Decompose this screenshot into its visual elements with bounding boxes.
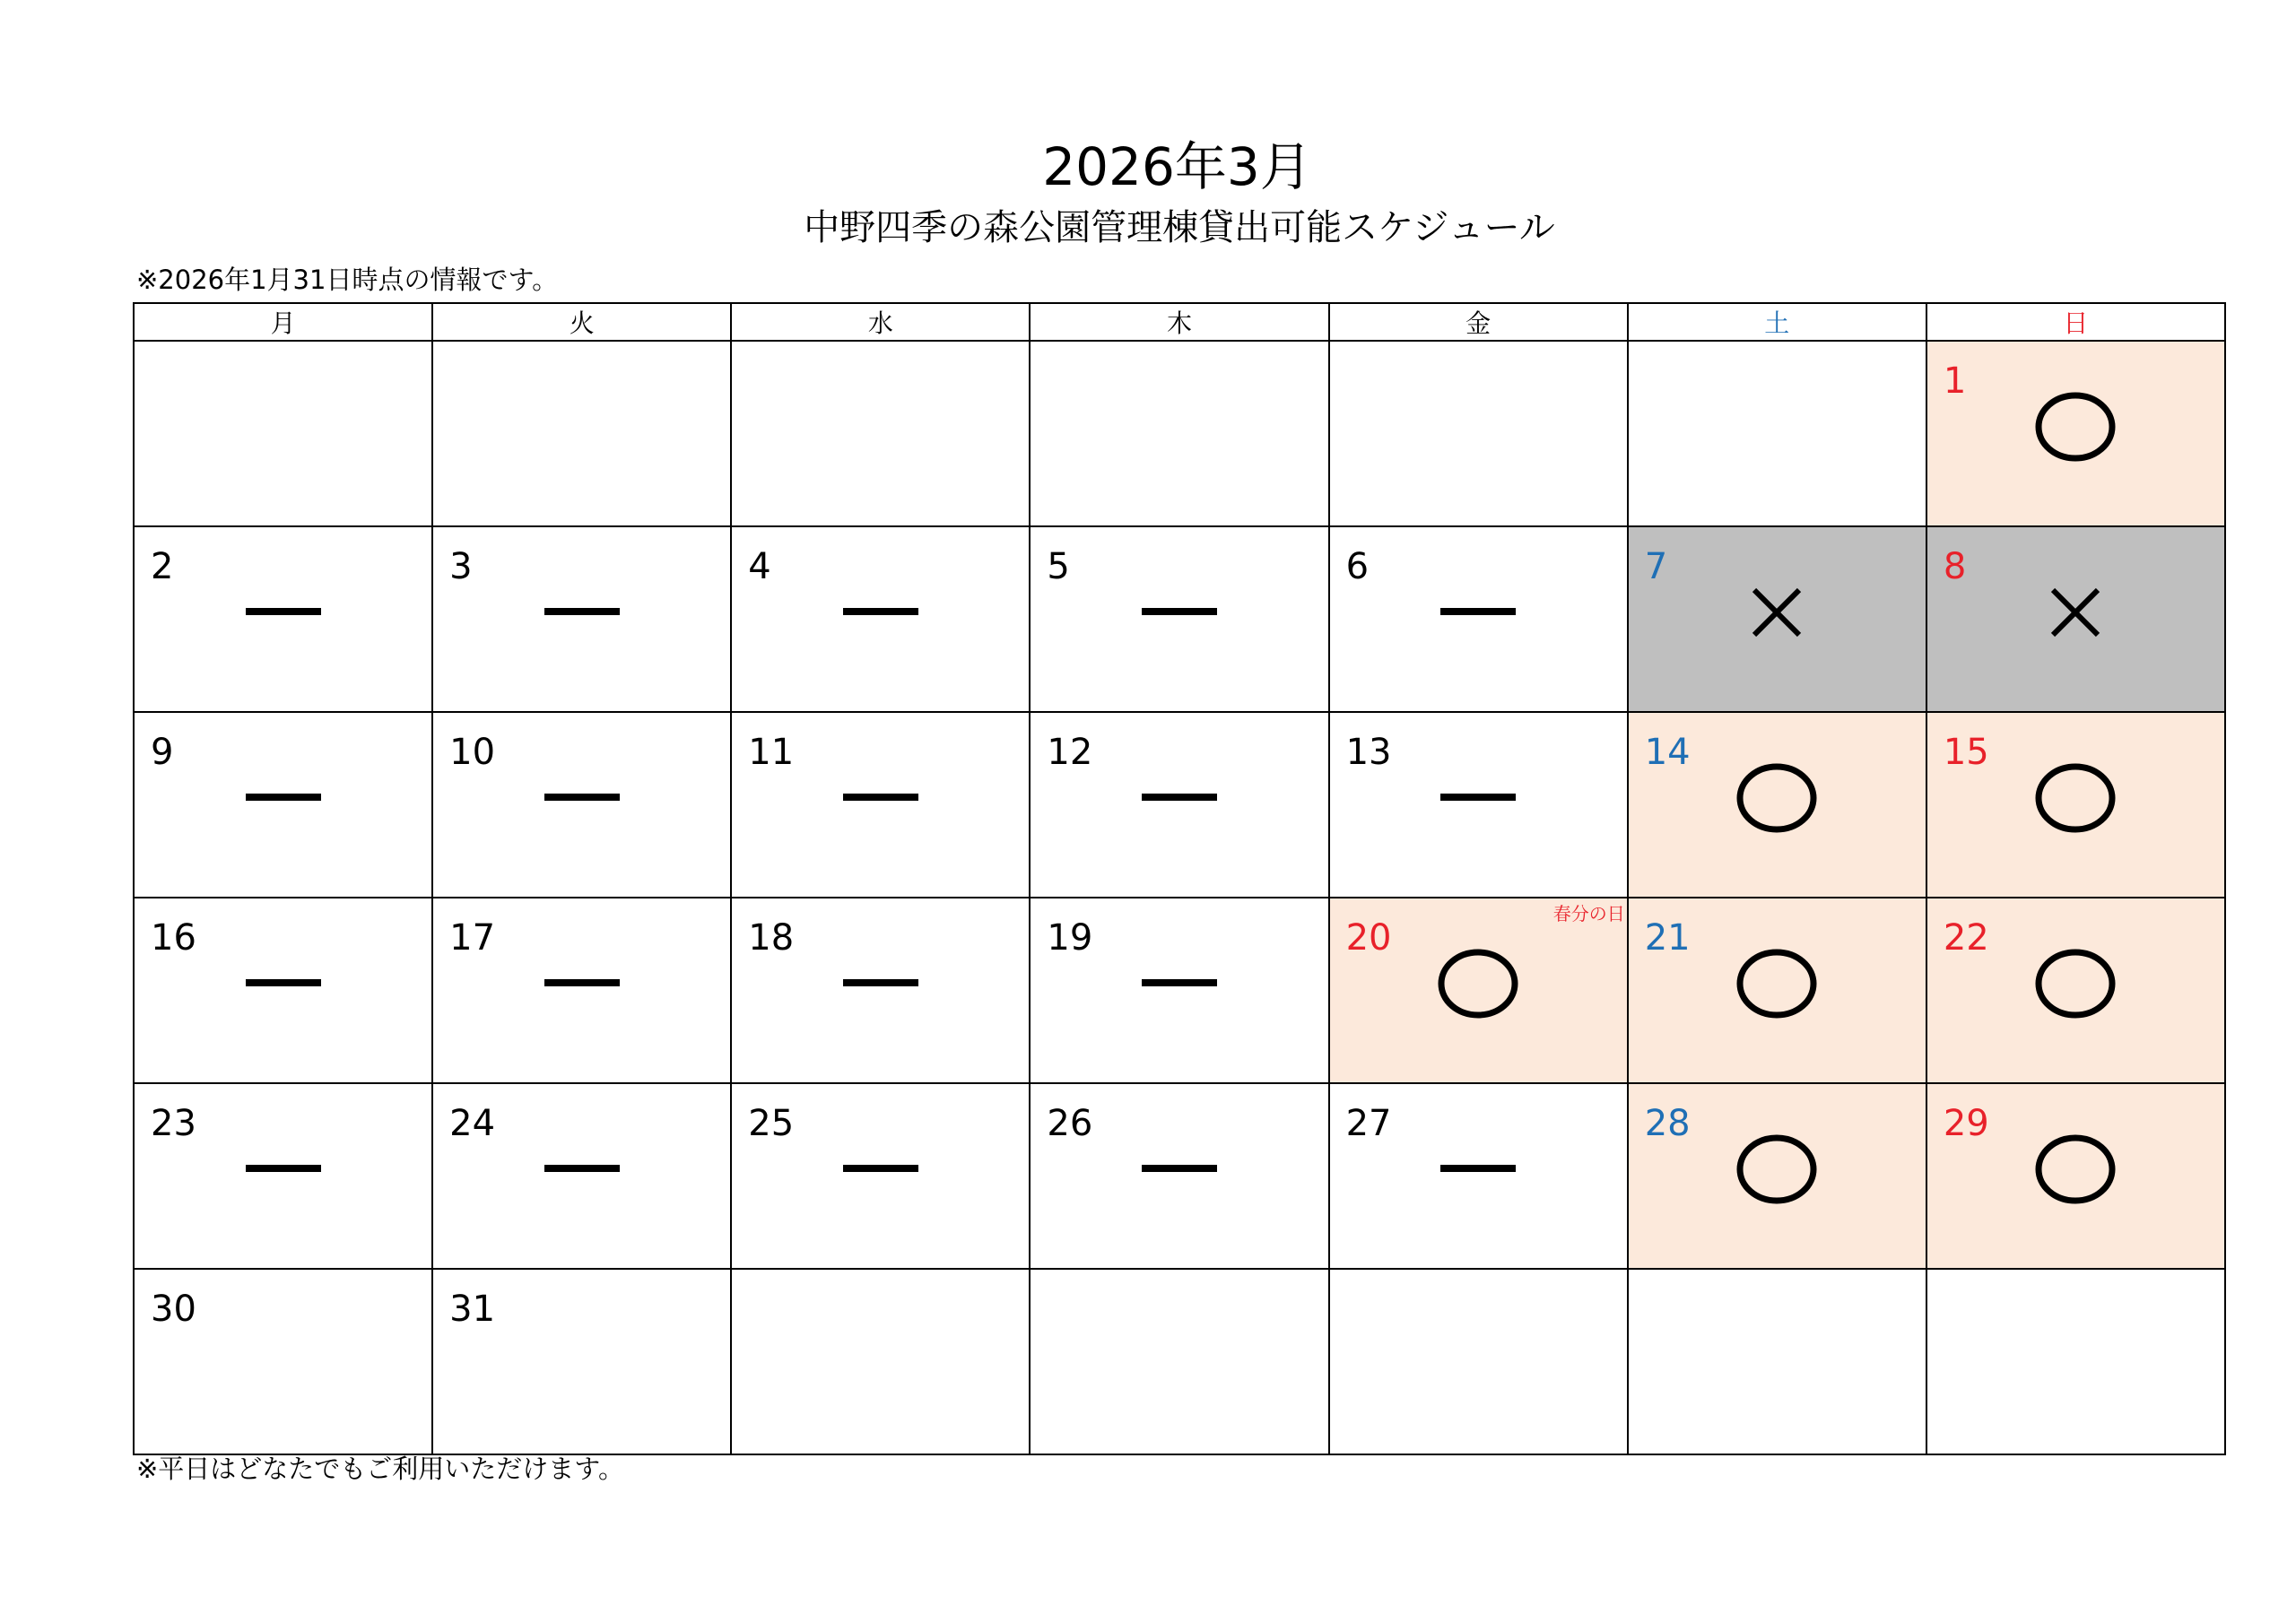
day-number: 23 <box>151 1103 196 1144</box>
day-number: 9 <box>151 732 174 773</box>
circle-icon <box>2032 947 2118 1020</box>
calendar-day-cell <box>1628 526 1926 712</box>
calendar-day-cell <box>1329 712 1628 898</box>
empty-day-cell <box>1628 341 1926 526</box>
dash-icon <box>544 794 620 803</box>
dash-icon <box>544 979 620 988</box>
calendar-day-cell <box>731 898 1030 1083</box>
empty-day-cell <box>1030 341 1328 526</box>
day-number: 1 <box>1943 360 1967 402</box>
day-number: 20 <box>1345 917 1392 959</box>
calendar-day-cell <box>134 1083 432 1269</box>
calendar-day-cell <box>1030 526 1328 712</box>
dash-icon <box>1142 794 1217 803</box>
weekday-header: 金 <box>1329 303 1628 341</box>
calendar-day-cell <box>1030 898 1328 1083</box>
circle-icon <box>1435 947 1521 1020</box>
day-number: 14 <box>1644 732 1691 773</box>
day-number: 7 <box>1644 546 1668 587</box>
calendar-title: 2026年3月 <box>1042 136 1312 197</box>
calendar-day-cell <box>432 526 731 712</box>
dash-icon <box>246 1165 321 1174</box>
info-date-note: ※2026年1月31日時点の情報です。 <box>136 265 559 295</box>
calendar-day-cell <box>1926 898 2225 1083</box>
day-number: 5 <box>1047 546 1070 587</box>
day-number: 12 <box>1047 732 1093 773</box>
calendar-day-cell <box>731 526 1030 712</box>
calendar-day-cell <box>731 712 1030 898</box>
empty-day-cell <box>731 341 1030 526</box>
calendar-day-cell <box>432 898 731 1083</box>
calendar-day-cell <box>134 526 432 712</box>
calendar-day-cell <box>1329 898 1628 1083</box>
dash-icon <box>843 608 918 617</box>
empty-day-cell <box>1030 1269 1328 1454</box>
empty-day-cell <box>1926 1269 2225 1454</box>
calendar-day-cell <box>134 898 432 1083</box>
day-number: 4 <box>748 546 771 587</box>
calendar-day-cell <box>731 1083 1030 1269</box>
day-number: 6 <box>1345 546 1370 587</box>
calendar-day-cell <box>1926 712 2225 898</box>
weekday-header: 月 <box>134 303 432 341</box>
calendar-day-cell <box>1030 1083 1328 1269</box>
weekday-header: 日 <box>1926 303 2225 341</box>
dash-icon <box>246 608 321 617</box>
calendar-day-cell <box>1628 898 1926 1083</box>
dash-icon <box>1142 979 1217 988</box>
empty-day-cell <box>134 341 432 526</box>
calendar-day-cell <box>1030 712 1328 898</box>
calendar-day-cell <box>1329 1083 1628 1269</box>
day-number: 24 <box>449 1103 496 1144</box>
calendar-day-cell <box>134 712 432 898</box>
calendar-week-row <box>134 898 2225 1083</box>
calendar-week-row <box>134 341 2225 526</box>
dash-icon <box>1142 1165 1217 1174</box>
circle-icon <box>2032 761 2118 835</box>
calendar-subtitle: 中野四季の森公園管理棟貸出可能スケジュール <box>804 207 1555 248</box>
weekday-usage-note: ※平日はどなたでもご利用いただけます。 <box>136 1454 624 1484</box>
dash-icon <box>1440 608 1516 617</box>
circle-icon <box>1734 947 1820 1020</box>
calendar-day-cell <box>1926 1083 2225 1269</box>
calendar-day-cell <box>1926 526 2225 712</box>
day-number: 13 <box>1345 732 1392 773</box>
calendar-week-row <box>134 1083 2225 1269</box>
dash-icon <box>246 979 321 988</box>
calendar-week-row <box>134 1269 2225 1454</box>
dash-icon <box>1440 794 1516 803</box>
weekday-header: 火 <box>432 303 731 341</box>
day-number: 16 <box>151 917 196 959</box>
empty-day-cell <box>731 1269 1030 1454</box>
day-number: 2 <box>151 546 174 587</box>
calendar-body <box>134 341 2225 1454</box>
weekday-header: 木 <box>1030 303 1328 341</box>
calendar-day-cell <box>432 712 731 898</box>
circle-icon <box>1734 761 1820 835</box>
day-number: 26 <box>1047 1103 1093 1144</box>
dash-icon <box>544 608 620 617</box>
calendar-day-cell <box>1329 526 1628 712</box>
cross-icon <box>1745 581 1808 644</box>
calendar-day-cell <box>1926 341 2225 526</box>
day-number: 29 <box>1943 1103 1989 1144</box>
day-number: 11 <box>748 732 795 773</box>
day-number: 27 <box>1345 1103 1392 1144</box>
dash-icon <box>843 979 918 988</box>
weekday-header-row <box>134 303 2225 341</box>
calendar-day-cell <box>1628 712 1926 898</box>
holiday-name: 春分の日 <box>1552 903 1625 924</box>
day-number: 30 <box>151 1289 196 1330</box>
calendar-day-cell <box>432 1083 731 1269</box>
circle-icon <box>2032 390 2118 464</box>
calendar-day-cell <box>1628 1083 1926 1269</box>
day-number: 18 <box>748 917 795 959</box>
calendar-grid <box>133 302 2226 1455</box>
dash-icon <box>544 1165 620 1174</box>
calendar-week-row <box>134 526 2225 712</box>
empty-day-cell <box>1329 341 1628 526</box>
empty-day-cell <box>1628 1269 1926 1454</box>
day-number: 15 <box>1943 732 1989 773</box>
dash-icon <box>246 794 321 803</box>
day-number: 17 <box>449 917 496 959</box>
day-number: 3 <box>449 546 473 587</box>
dash-icon <box>1440 1165 1516 1174</box>
day-number: 21 <box>1644 917 1691 959</box>
empty-day-cell <box>1329 1269 1628 1454</box>
calendar-day-cell <box>134 1269 432 1454</box>
calendar-day-cell <box>432 1269 731 1454</box>
circle-icon <box>2032 1133 2118 1206</box>
weekday-header: 土 <box>1628 303 1926 341</box>
day-number: 8 <box>1943 546 1967 587</box>
empty-day-cell <box>432 341 731 526</box>
day-number: 31 <box>449 1289 496 1330</box>
dash-icon <box>1142 608 1217 617</box>
day-number: 22 <box>1943 917 1989 959</box>
day-number: 19 <box>1047 917 1093 959</box>
day-number: 25 <box>748 1103 795 1144</box>
cross-icon <box>2044 581 2107 644</box>
dash-icon <box>843 1165 918 1174</box>
day-number: 28 <box>1644 1103 1691 1144</box>
circle-icon <box>1734 1133 1820 1206</box>
dash-icon <box>843 794 918 803</box>
weekday-header: 水 <box>731 303 1030 341</box>
day-number: 10 <box>449 732 496 773</box>
calendar-week-row <box>134 712 2225 898</box>
